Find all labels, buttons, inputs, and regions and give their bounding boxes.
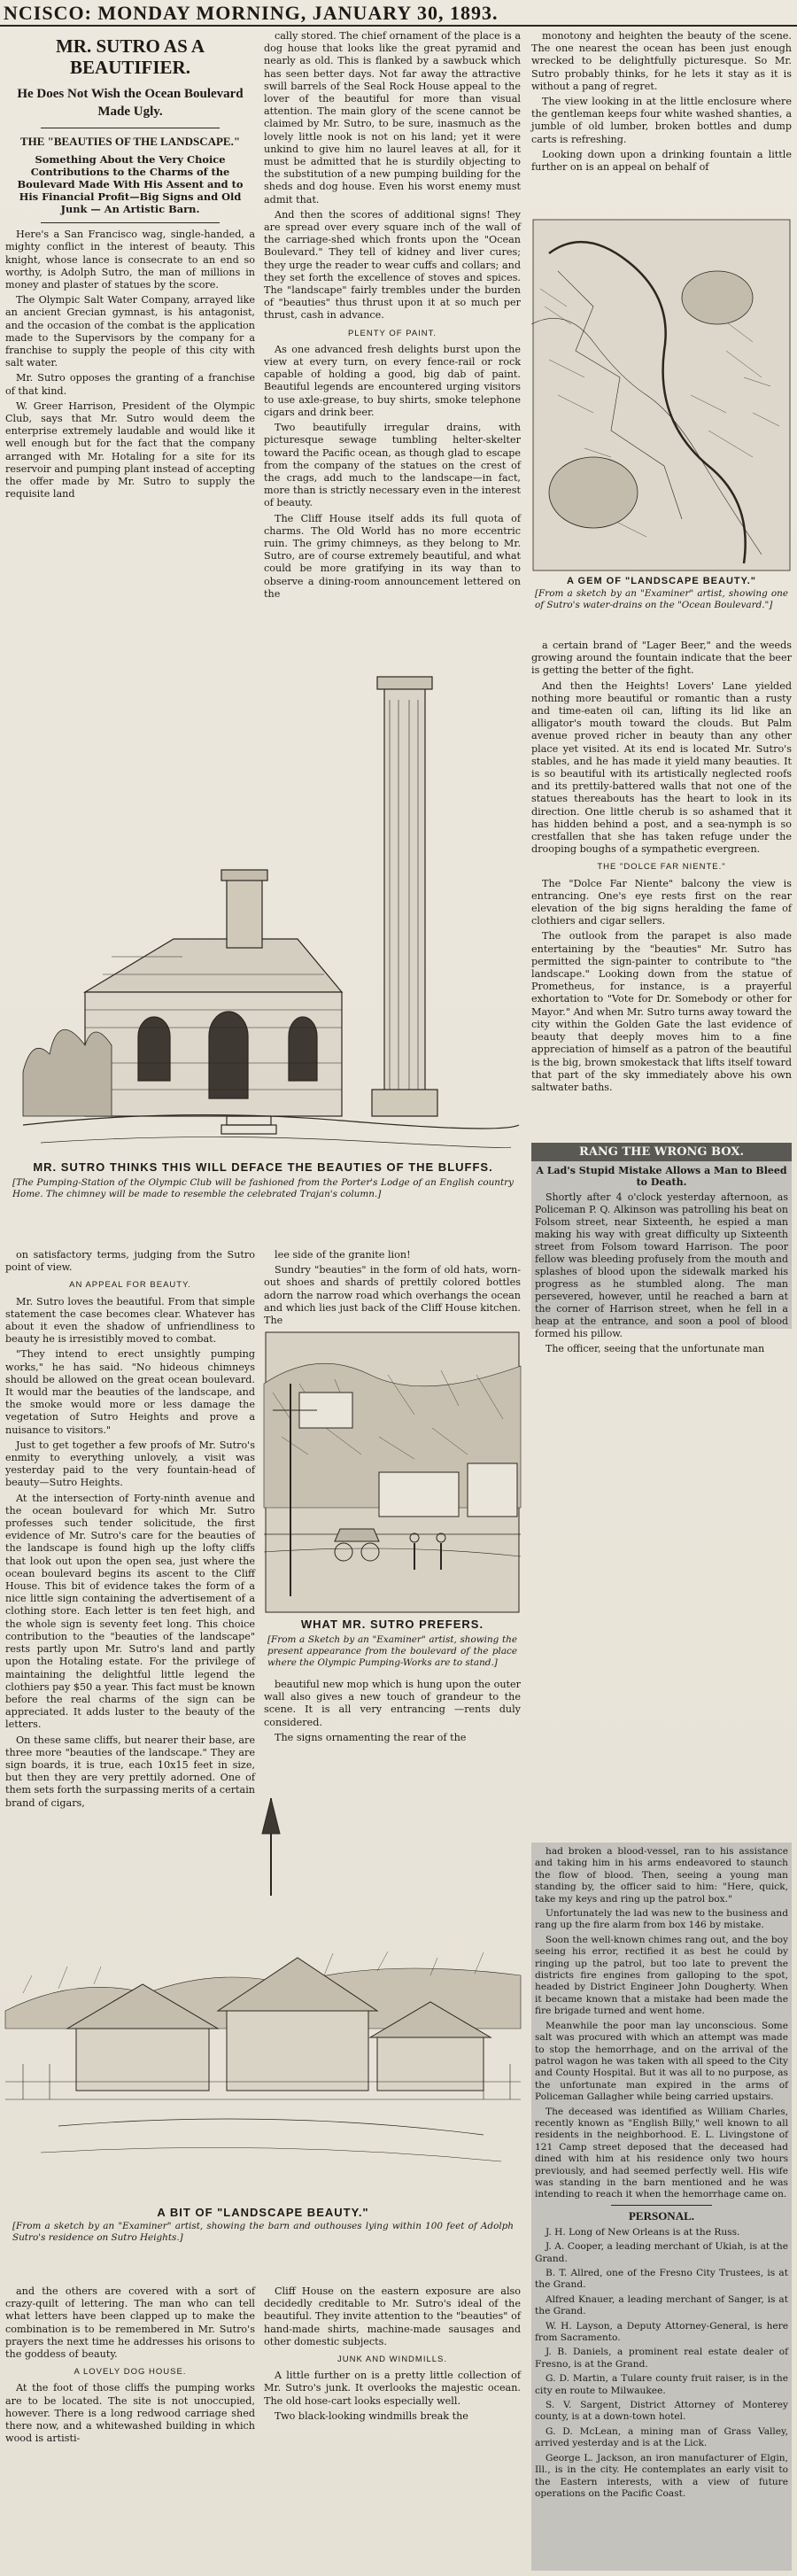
divider <box>611 2205 712 2206</box>
paragraph: At the foot of those cliffs the pumping works are to be located. The site is not unoccupied, however. There is a long redwood carriage shed there now, and a whitewashed building in which wood is artisti- <box>5 2382 255 2445</box>
paragraph: on satisfactory terms, judging from the Sutro point of view. <box>5 1249 255 1274</box>
paragraph: Cliff House on the eastern exposure are also decidedly creditable to Mr. Sutro's ideal of the beautiful. They invite attention to the "beauties" of hand-made shirts, machine-made sausages and other domestic subjects. <box>264 2285 521 2347</box>
section-head-plenty: PLENTY OF PAINT. <box>347 328 437 338</box>
sidebar-wrong-box <box>531 1143 792 1354</box>
sidebar-deck: A Lad's Stupid Mistake Allows a Man to Bleed to Death. <box>536 1165 787 1188</box>
masthead <box>0 0 797 27</box>
paragraph: a certain brand of "Lager Beer," and the weeds growing around the fountain indicate that the beer is getting the better of the fight. <box>531 640 792 677</box>
column-3-mid <box>531 640 792 1136</box>
figure-sutro-prefers <box>264 1331 521 1676</box>
paragraph: Shortly after 4 o'clock yesterday afternoon, as Policeman P. Q. Alkinson was patrolling his beat on Folsom street, near Sixteenth, he espied a man making his way with great difficulty up Sixteenth street from Folsom toward Harrison. The poor fellow was bleeding profusely from the mouth and splashes of blood upon the sidewalk marked his progress as he stumbled along. The man persevered, however, until he reached a barn at the corner of Harrison street, when he fell in a heap at the entrance, and soon a pool of blood formed his pillow. <box>535 1191 788 1339</box>
personal-list <box>531 2227 792 2501</box>
personal-item: J. A. Cooper, a leading merchant of Ukiah, is at the Grand. <box>535 2241 788 2264</box>
column-1-top <box>5 30 255 703</box>
masthead-dateline: NCISCO: MONDAY MORNING, JANUARY 30, 1893. <box>4 2 499 24</box>
figure-3-caption: [From a sketch by an "Examiner" artist, showing the barn and outhouses lying within 100 feet of Adolph Sutro's residence on Sutro Heights.] <box>12 2221 514 2243</box>
personal-item: J. H. Long of New Orleans is at the Russ. <box>546 2226 740 2238</box>
column-3-top <box>531 30 792 213</box>
figure-gem-landscape <box>531 218 792 634</box>
personal-item: Alfred Knauer, a leading merchant of Sanger, is at the Grand. <box>535 2293 788 2317</box>
sidebar-text-2 <box>531 1843 792 2201</box>
illustration-water-drain <box>531 218 792 572</box>
personal-item: B. T. Allred, one of the Fresno City Trustees, is at the Grand. <box>535 2268 788 2291</box>
section-head-appeal: AN APPEAL FOR BEAUTY. <box>69 1280 191 1291</box>
figure-3-title: A BIT OF "LANDSCAPE BEAUTY." <box>157 2206 369 2219</box>
subheadline: He Does Not Wish the Ocean Boulevard Made Ugly. <box>17 87 244 119</box>
paragraph: Sundry "beauties" in the form of old hats, worn-out shoes and shards of prettily colored bottles adorn the narrow road which overhangs the ocean and which lies just back of the Cliff House kitchen. The <box>264 1264 521 1327</box>
figure-2-title: WHAT MR. SUTRO PREFERS. <box>300 1618 484 1631</box>
column-2-top <box>264 30 521 668</box>
deck: Something About the Very Choice Contributions to the Charms of the Boulevard Made With His Assent and to His Financial Profit—Big Signs and Old Junk — An Artistic Barn. <box>17 153 244 216</box>
paragraph: Just to get together a few proofs of Mr. Sutro's enmity to everything unlovely, a visit was yesterday paid to the very fountain-head of beauty—Sutro Heights. <box>5 1439 255 1489</box>
paragraph: Soon the well-known chimes rang out, and the boy seeing his error, rectified it as best he could by ringing up the patrol, but too late to prevent the districts fire engines from galloping to the spot, headed by District Engineer John Dougherty. When it became known that a mistake had been made the fire brigade turned and went home. <box>535 1934 788 2017</box>
paragraph: At the intersection of Forty-ninth avenue and the ocean boulevard for which Mr. Sutro professes such tender solicitude, the first evidence of Mr. Sutro's care for the beauties of the landscape is found high up the lofty cliffs that look out upon the open sea, just where the ocean boulevard begins its ascent to the Cliff House. This bit of evidence takes the form of a nice little sign containing the advertisement of a clothing store. Each letter is ten feet high, and the whole sign is seventy feet long. This choice contribution to the "beauties of the landscape" rests partly upon Mr. Sutro's land and partly upon the Hotaling estate. For the privilege of maintaining the delightful little legend the clothiers pay $50 a year. This fact must be known before the real charms of the sign can be appreciated. It adds luster to the beauty of the letters. <box>5 1492 255 1731</box>
paragraph: Mr. Sutro opposes the granting of a franchise of that kind. <box>5 372 255 397</box>
sidebar-continued <box>531 1843 792 2571</box>
paragraph: Two black-looking windmills break the <box>275 2409 468 2422</box>
column-1-end <box>5 2285 255 2571</box>
figure-pumping-station <box>5 664 521 1267</box>
paragraph: And then the scores of additional signs! They are spread over every square inch of the wall of the carriage-shed which fronts upon the "Ocean Boulevard." They tell of kidney and liver cures; they urge the reader to wear cuffs and collars; and they set forth the excellence of stoves and spices. The "landscape" fairly trembles under the burden of "beauties" thus thrust upon it at so much per thrust, cash in advance. <box>264 208 521 322</box>
paragraph: And then the Heights! Lovers' Lane yielded nothing more beautiful or romantic than a rusty and time-eaten oil can, lifting its lid like an alligator's mouth toward the clouds. But Palm avenue proved richer in beauty than any other place yet visited. At its end is located Mr. Sutro's stables, and he has made it yield many beauties. It is so beautiful with its artistically neglected roofs and its prettily-battered walls that not one of the statues thereabouts has the heart to look in its direction. One little cherub is so ashamed that it has hidden behind a post, and a sea-nymph is so crestfallen that she has taken refuge under the drooping boughs of a sympathetic evergreen. <box>531 679 792 856</box>
paragraph: The outlook from the parapet is also made entertaining by the "beauties" Mr. Sutro has permitted the sign-painter to contribute to "the landscape." Looking down from the statue of Prometheus, for instance, is a prayerful exhortation to "Vote for Dr. Somebody or other for Mayor." And when Mr. Sutro turns away toward the city within the Golden Gate the last evidence of beauty that deeply moves him to a fine appreciation of himself as a patron of the beautiful is the big, brown smokestack that lifts itself toward that part of the sky immediately above his own saltwater baths. <box>531 930 792 1093</box>
paragraph: Unfortunately the lad was new to the business and rang up the fire alarm from box 146 by mistake. <box>535 1908 788 1931</box>
paragraph: cally stored. The chief ornament of the place is a dog house that looks like the great pyramid and nearly as old. This is flanked by a sawbuck which has seen better days. Not far away the attractive swill barrels of the Seal Rock House appeal to the lover of the beautiful for more than visual attention. The main glory of the scene cannot be claimed by Mr. Sutro, to be sure, inasmuch as the lovely little nook is not on his land; yet it were unkind to give him no laurel leaves at all, for it must be admitted that he is sturdily objecting to the substitution of a new pumping building for the sheds and dog house. Even his worst enemy must admit that. <box>264 30 521 206</box>
headline: MR. SUTRO AS A BEAUTIFIER. <box>55 35 205 78</box>
paragraph: The signs ornamenting the rear of the <box>275 1731 467 1743</box>
paragraph: The deceased was identified as William Charles, recently known as "English Billy," well known to all residents in the neighborhood. E. L. Livingstone of 121 Camp street deposed that the deceased had dined with him at his residence only two hours previously, and had seemed perfectly well. His wife was standing in the barn mentioned and he was intending to reach it when the hemorrhage came on. <box>535 2106 788 2200</box>
section-head-doghouse: A LOVELY DOG HOUSE. <box>74 2367 187 2378</box>
paragraph: and the others are covered with a sort of crazy-quilt of lettering. The man who can tell what letters have been clapped up to make the combination is to be remembered in Mr. Sutro's prayers the next time he addresses his orisons to the goddess of beauty. <box>5 2285 255 2361</box>
paragraph: The officer, seeing that the unfortunate man <box>546 1343 765 1354</box>
paragraph: Meanwhile the poor man lay unconscious. Some salt was procured with which an attempt was made to stop the hemorrhage, and on the arrival of the patrol wagon he was taken with all speed to the City and County Hospital. But it was all to no purpose, as the unfortunate man expired in the arms of Policeman Gallagher while being carried upstairs. <box>535 2020 788 2103</box>
illustration-boulevard <box>264 1331 521 1614</box>
paragraph: Mr. Sutro loves the beautiful. From that simple statement the case becomes clear. Whatever has about it even the shadow of unfriendliness to beauty he is irresistibly moved to combat. <box>5 1295 255 1346</box>
sidebar-text-1 <box>531 1191 792 1355</box>
paragraph: Two beautifully irregular drains, with picturesque sewage tumbling helter-skelter toward the Pacific ocean, as though glad to escape from the company of the statues on the crest of the crags, add much to the landscape—in fact, more than is strictly necessary even in the interest of beauty. <box>264 422 521 509</box>
column-2-mid <box>264 1249 521 1325</box>
paragraph: The "Dolce Far Niente" balcony the view is entrancing. One's eye rests first on the rear elevation of the big signs heralding the fame of clothiers and cigar sellers. <box>531 877 792 927</box>
figure-2-caption: [From a Sketch by an "Examiner" artist, showing the present appearance from the boulevard of the place where the Olympic Pumping-Works are to stand.] <box>267 1634 517 1668</box>
paragraph: W. Greer Harrison, President of the Olympic Club, says that Mr. Sutro would deem the enterprise extremely laudable and would like it well enough but for the fact that the company arranged with Mr. Hotaling for a site for its reservoir and pumping plant instead of accepting the offer made by Mr. Sutro to supply the requisite land <box>5 400 255 500</box>
figure-1-title: MR. SUTRO THINKS THIS WILL DEFACE THE BEAUTIES OF THE BLUFFS. <box>33 1160 493 1174</box>
personal-item: S. V. Sargent, District Attorney of Monterey county, is at a down-town hotel. <box>535 2400 788 2423</box>
divider <box>41 222 220 223</box>
section-head-niente: THE "DOLCE FAR NIENTE." <box>597 862 726 873</box>
paragraph: "They intend to erect unsightly pumping works," he has said. "No hideous chimneys should be allowed on the great ocean boulevard. It would mar the beauties of the landscape, and the smoke would more or less damage the vegetation of Sutro Heights and prove a nuisance to visitors." <box>5 1348 255 1436</box>
paragraph: The Cliff House itself adds its full quota of charms. The Old World has no more eccentric ruin. The grimy chimneys, as they belong to Mr. Sutro, are of course extremely beautiful, and what could be more gratifying in its way than to observe a dining-room announcement lettered on the <box>264 512 521 600</box>
kicker: THE "BEAUTIES OF THE LANDSCAPE." <box>19 135 241 148</box>
paragraph: monotony and heighten the beauty of the scene. The one nearest the ocean has been just enough wrecked to be delightfully picturesque. So Mr. Sutro probably thinks, for he lets it stay as it is without a pang of regret. <box>531 30 792 92</box>
paragraph: had broken a blood-vessel, ran to his assistance and taking him in his arms endeavored to staunch the flow of blood. Then, seeing a young man standing by, the officer said to him: "Here, quick, take my keys and ring up the patrol box." <box>535 1846 788 1905</box>
column-1-mid <box>5 1249 255 1816</box>
personal-head: PERSONAL. <box>628 2208 695 2223</box>
figure-4-caption: [From a sketch by an "Examiner" artist, showing one of Sutro's water-drains on the "Ocean Boulevard."] <box>535 588 788 610</box>
column-2-low <box>264 1679 521 1750</box>
illustration-pumping-station <box>5 664 521 1160</box>
paragraph: lee side of the granite lion! <box>275 1249 411 1261</box>
section-head-junk: JUNK AND WINDMILLS. <box>337 2355 448 2365</box>
paragraph: On these same cliffs, but nearer their base, are three more "beauties of the landscape." They are sign boards, it is true, each 10x15 feet in size, but then they are very prettily adorned. One of them sets forth the surpassing merits of a certain brand of cigars, <box>5 1734 255 1809</box>
personal-item: George L. Jackson, an iron manufacturer of Elgin, Ill., is in the city. He contemplates an early visit to the Eastern interests, with a view of future operations on the Pacific Coast. <box>535 2452 788 2499</box>
column-2-end <box>264 2285 521 2571</box>
paragraph: The view looking in at the little enclosure where the gentleman keeps four white washed shanties, a jumble of old lumber, broken bottles and dump carts is refreshing. <box>531 96 792 145</box>
paragraph: Looking down upon a drinking fountain a little further on is an appeal on behalf of <box>531 148 792 174</box>
personal-item: J. B. Daniels, a prominent real estate dealer of Fresno, is at the Grand. <box>535 2347 788 2370</box>
paragraph: A little further on is a pretty little collection of Mr. Sutro's junk. It overlooks the majestic ocean. The old hose-cart looks especially well. <box>264 2370 521 2407</box>
figure-1-caption: [The Pumping-Station of the Olympic Club will be fashioned from the Porter's Lodge of an English country Home. The chimney will be made to resemble the celebrated Trajan's column.] <box>12 1177 514 1199</box>
personal-item: W. H. Layson, a Deputy Attorney-General, is here from Sacramento. <box>535 2320 788 2344</box>
personal-item: G. D. McLean, a mining man of Grass Valley, arrived yesterday and is at the Lick. <box>535 2425 788 2449</box>
paragraph: As one advanced fresh delights burst upon the view at every turn, on every fence-rail or rock capable of holding a good, big dab of paint. Beautiful legends are encountered urging visitors to use axle-grease, to buy shirts, smoke telephone cigars and drink beer. <box>264 343 521 418</box>
figure-4-title: A GEM OF "LANDSCAPE BEAUTY." <box>566 576 757 586</box>
illustration-barn <box>5 1763 521 2206</box>
figure-landscape-beauty <box>5 1763 521 2268</box>
paragraph: Here's a San Francisco wag, single-handed, a mighty conflict in the interest of beauty. This knight, whose lance is consecrate to an end so worthy, is Adolph Sutro, the man of millions in money and plaster of statues by the score. <box>5 229 255 291</box>
paragraph: beautiful new mop which is hung upon the outer wall also gives a new touch of grandeur to the scene. It is all very entrancing —rents duly considered. <box>264 1679 521 1728</box>
sidebar-headline: RANG THE WRONG BOX. <box>531 1143 792 1161</box>
paragraph: The Olympic Salt Water Company, arrayed like an ancient Grecian gymnast, is his antagonist, and the occasion of the combat is the application made to the Supervisors by the company for a franchise to supply the people of this city with salt water. <box>5 294 255 369</box>
personal-item: G. D. Martin, a Tulare county fruit raiser, is in the city en route to Milwaukee. <box>535 2373 788 2396</box>
